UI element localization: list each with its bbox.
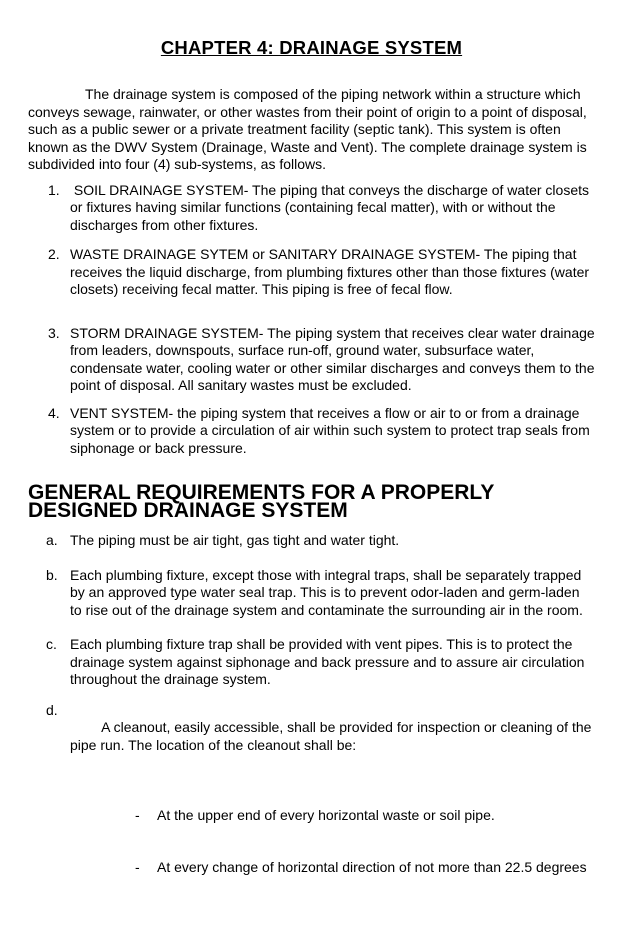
list-item (46, 636, 595, 689)
sub-list-item (135, 807, 595, 825)
list-item (48, 246, 595, 299)
list-item-number: 1. (48, 181, 60, 198)
sub-list-item-text: At the upper end of every horizontal waste or soil pipe. (157, 806, 495, 823)
list-item-letter: a. (46, 532, 58, 548)
list-item-number: 4. (48, 404, 60, 421)
list-item-text: The piping must be air tight, gas tight and water tight. (70, 532, 400, 548)
list-item-letter: d. (46, 701, 58, 718)
sub-list-item (135, 859, 595, 877)
sub-list-item-text: At every change of horizontal direction of not more than 22.5 degrees (157, 859, 587, 875)
list-item-text: STORM DRAINAGE SYSTEM- The piping system that receives clear water drainage from leaders, downspouts, surface run-off, ground water, subsurface water, condensate water, cooling water or other similar discharges and conveys them to the point of disposal. All sanitary wastes must be excluded. (70, 324, 599, 393)
list-item (46, 567, 595, 620)
list-item (48, 324, 599, 395)
numbered-list (48, 181, 599, 458)
list-item-number: 3. (48, 324, 60, 341)
page-title: CHAPTER 4: DRAINAGE SYSTEM (160, 37, 463, 58)
list-item-text (70, 702, 595, 947)
list-item-number: 2. (48, 246, 60, 262)
list-item-letter: b. (46, 566, 58, 583)
lettered-list (46, 532, 595, 947)
section-heading: GENERAL REQUIREMENTS FOR A PROPERLY DESIGNED DRAINAGE SYSTEM (28, 481, 494, 522)
list-item (46, 532, 595, 550)
list-item (48, 405, 595, 458)
list-item-text: SOIL DRAINAGE SYSTEM- The piping that conveys the discharge of water closets or fixtures having similar functions (containing fecal matter), with or without the discharges from other fixtures. (70, 181, 593, 233)
list-item (48, 182, 595, 235)
list-item-text: Each plumbing fixture, except those with integral traps, shall be separately trapped by an approved type water seal trap. This is to prevent odor-laden and germ-laden to rise out of the drainage system and contaminate the surrounding air in the room. (70, 566, 586, 618)
list-item-text: WASTE DRAINAGE SYTEM or SANITARY DRAINAGE SYSTEM- The piping that receives the liquid discharge, from plumbing fixtures other than those fixtures (water closets) receiving fecal matter. This piping is free of fecal flow. (70, 246, 593, 297)
dash-sub-list (135, 772, 595, 912)
list-item-text: VENT SYSTEM- the piping system that receives a flow or air to or from a drainage system or to provide a circulation of air within such system to protect trap seals from siphonage or back pressure. (70, 404, 594, 456)
list-item-text: Each plumbing fixture trap shall be provided with vent pipes. This is to protect the drainage system against siphonage and back pressure and to assure air circulation throughout the drainage system. (70, 636, 589, 687)
list-item-lead-text: A cleanout, easily accessible, shall be provided for inspection or cleaning of the pipe run. The location of the cleanout shall be: (70, 719, 596, 753)
list-item-letter: c. (46, 636, 57, 652)
intro-paragraph: The drainage system is composed of the piping network within a structure which conveys sewage, rainwater, or other wastes from their point of origin to a point of disposal, such as a public sewer or a private treatment facility (septic tank). This system is often known as the DWV System (Drainage, Waste and Vent). The complete drainage system is subdivided into four (4) sub-systems, as follows. (28, 86, 587, 172)
dash-bullet: - (135, 859, 140, 875)
list-item (46, 702, 595, 947)
dash-bullet: - (135, 806, 140, 823)
